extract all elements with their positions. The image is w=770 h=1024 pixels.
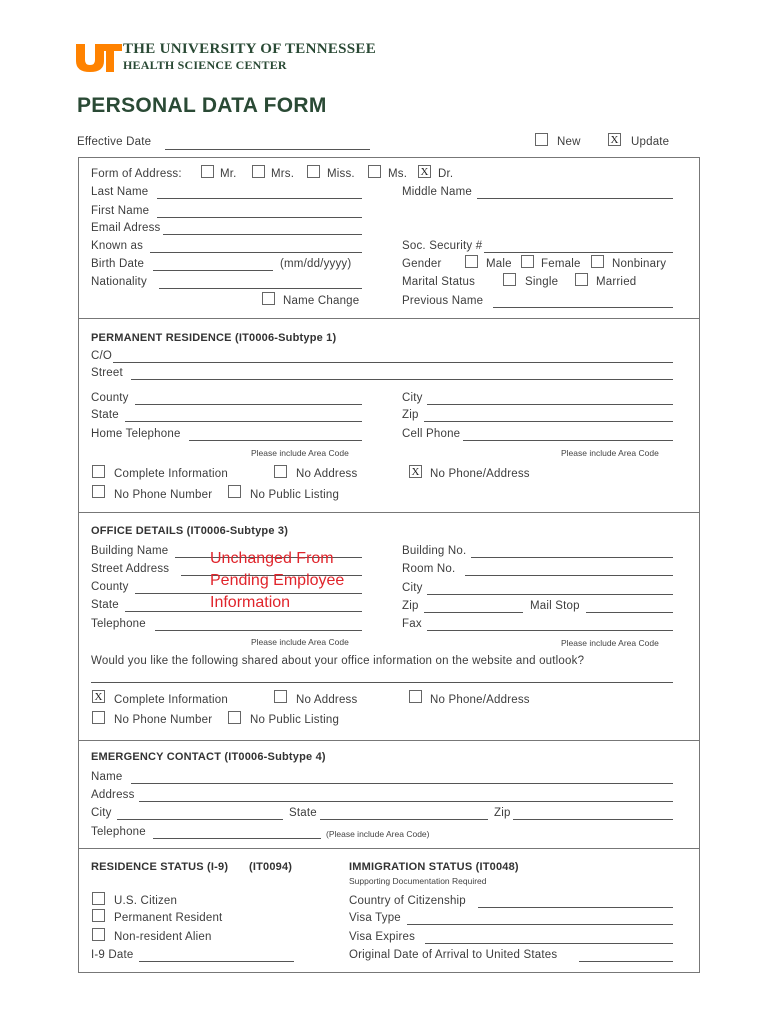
office-zip-field[interactable] bbox=[424, 612, 523, 613]
no-public-listing-checkbox[interactable] bbox=[228, 485, 241, 498]
unchanged-overlay bbox=[210, 548, 344, 614]
office-telephone-field[interactable] bbox=[155, 630, 362, 631]
office-no-public-listing-checkbox[interactable] bbox=[228, 711, 241, 724]
residence-status-code: (IT0094) bbox=[249, 861, 293, 873]
last-name-label: Last Name bbox=[91, 186, 149, 198]
overlay-line: Unchanged From bbox=[210, 550, 334, 567]
name-change-label: Name Change bbox=[283, 295, 360, 307]
emergency-telephone-field[interactable] bbox=[153, 838, 321, 839]
effective-date-label: Effective Date bbox=[77, 136, 152, 148]
page-title: PERSONAL DATA FORM bbox=[77, 94, 327, 117]
dr-label: Dr. bbox=[438, 168, 454, 180]
no-phone-number-checkbox[interactable] bbox=[92, 485, 105, 498]
first-name-field[interactable] bbox=[157, 217, 362, 218]
arrival-date-label: Original Date of Arrival to United States bbox=[349, 949, 558, 961]
building-no-field[interactable] bbox=[471, 557, 673, 558]
no-address-label: No Address bbox=[296, 468, 358, 480]
female-label: Female bbox=[541, 258, 581, 270]
permanent-resident-label: Permanent Resident bbox=[114, 912, 223, 924]
fax-field[interactable] bbox=[427, 630, 673, 631]
street-label: Street bbox=[91, 367, 123, 379]
male-label: Male bbox=[486, 258, 512, 270]
office-state-label: State bbox=[91, 599, 119, 611]
email-label: Email Adress bbox=[91, 222, 161, 234]
previous-name-field[interactable] bbox=[493, 307, 673, 308]
non-resident-alien-checkbox[interactable] bbox=[92, 928, 105, 941]
no-phone-address-checkbox[interactable]: X bbox=[409, 465, 422, 478]
known-as-field[interactable] bbox=[150, 252, 362, 253]
permanent-resident-checkbox[interactable] bbox=[92, 909, 105, 922]
first-name-label: First Name bbox=[91, 205, 150, 217]
ms-label: Ms. bbox=[388, 168, 408, 180]
share-question: Would you like the following shared about your office information on the website and outlook? bbox=[91, 655, 585, 667]
office-no-phone-address-label: No Phone/Address bbox=[430, 694, 530, 706]
emergency-state-label: State bbox=[289, 807, 317, 819]
office-no-address-checkbox[interactable] bbox=[274, 690, 287, 703]
ssn-label: Soc. Security # bbox=[402, 240, 483, 252]
state-field[interactable] bbox=[125, 421, 362, 422]
immigration-status-heading: IMMIGRATION STATUS (IT0048) bbox=[349, 861, 519, 873]
us-citizen-label: U.S. Citizen bbox=[114, 895, 178, 907]
ms-checkbox[interactable] bbox=[368, 165, 381, 178]
office-no-address-label: No Address bbox=[296, 694, 358, 706]
emergency-city-field[interactable] bbox=[117, 819, 283, 820]
gender-label: Gender bbox=[402, 258, 442, 270]
mail-stop-label: Mail Stop bbox=[530, 600, 580, 612]
zip-field[interactable] bbox=[424, 421, 673, 422]
emergency-name-label: Name bbox=[91, 771, 123, 783]
middle-name-field[interactable] bbox=[477, 198, 673, 199]
name-change-checkbox[interactable] bbox=[262, 292, 275, 305]
update-checkbox[interactable]: X bbox=[608, 133, 621, 146]
i9-date-field[interactable] bbox=[139, 961, 294, 962]
city-label: City bbox=[402, 392, 423, 404]
divider bbox=[78, 318, 700, 319]
overlay-line: Information bbox=[210, 594, 291, 611]
divider bbox=[78, 740, 700, 741]
area-code-note: (Please include Area Code) bbox=[326, 829, 430, 839]
mr-label: Mr. bbox=[220, 168, 237, 180]
office-city-label: City bbox=[402, 582, 423, 594]
emergency-state-field[interactable] bbox=[320, 819, 488, 820]
no-phone-number-label: No Phone Number bbox=[114, 489, 213, 501]
office-no-phone-address-checkbox[interactable] bbox=[409, 690, 422, 703]
mail-stop-field[interactable] bbox=[586, 612, 673, 613]
co-label: C/O bbox=[91, 350, 113, 362]
nationality-label: Nationality bbox=[91, 276, 147, 288]
county-field[interactable] bbox=[135, 404, 362, 405]
area-code-note: Please include Area Code bbox=[561, 448, 659, 458]
office-no-phone-number-checkbox[interactable] bbox=[92, 711, 105, 724]
last-name-field[interactable] bbox=[157, 198, 362, 199]
form-of-address-label: Form of Address: bbox=[91, 168, 182, 180]
new-label: New bbox=[557, 136, 581, 148]
divider bbox=[78, 512, 700, 513]
office-no-phone-number-label: No Phone Number bbox=[114, 714, 213, 726]
room-no-label: Room No. bbox=[402, 563, 456, 575]
non-resident-alien-label: Non-resident Alien bbox=[114, 931, 212, 943]
cell-phone-label: Cell Phone bbox=[402, 428, 461, 440]
share-answer-field[interactable] bbox=[91, 682, 673, 683]
visa-type-label: Visa Type bbox=[349, 912, 401, 924]
emergency-name-field[interactable] bbox=[131, 783, 673, 784]
email-field[interactable] bbox=[163, 234, 362, 235]
permanent-residence-heading: PERMANENT RESIDENCE (IT0006-Subtype 1) bbox=[91, 332, 337, 344]
complete-info-label: Complete Information bbox=[114, 468, 228, 480]
country-of-citizenship-label: Country of Citizenship bbox=[349, 895, 466, 907]
emergency-zip-label: Zip bbox=[494, 807, 511, 819]
middle-name-label: Middle Name bbox=[402, 186, 472, 198]
building-no-label: Building No. bbox=[402, 545, 467, 557]
divider bbox=[78, 848, 700, 849]
married-checkbox[interactable] bbox=[575, 273, 588, 286]
city-field[interactable] bbox=[427, 404, 673, 405]
dr-checkbox[interactable]: X bbox=[418, 165, 431, 178]
residence-status-heading: RESIDENCE STATUS (I-9) bbox=[91, 861, 229, 873]
emergency-zip-field[interactable] bbox=[513, 819, 673, 820]
home-telephone-label: Home Telephone bbox=[91, 428, 181, 440]
visa-type-field[interactable] bbox=[407, 924, 673, 925]
mrs-label: Mrs. bbox=[271, 168, 295, 180]
no-address-checkbox[interactable] bbox=[274, 465, 287, 478]
area-code-note: Please include Area Code bbox=[561, 638, 659, 648]
i9-date-label: I-9 Date bbox=[91, 949, 134, 961]
female-checkbox[interactable] bbox=[521, 255, 534, 268]
area-code-note: Please include Area Code bbox=[251, 637, 349, 647]
overlay-line: Pending Employee bbox=[210, 572, 345, 589]
zip-label: Zip bbox=[402, 409, 419, 421]
visa-expires-field[interactable] bbox=[425, 943, 673, 944]
room-no-field[interactable] bbox=[465, 575, 673, 576]
male-checkbox[interactable] bbox=[465, 255, 478, 268]
complete-info-checkbox[interactable] bbox=[92, 465, 105, 478]
single-label: Single bbox=[525, 276, 559, 288]
miss-label: Miss. bbox=[327, 168, 355, 180]
no-public-listing-label: No Public Listing bbox=[250, 489, 340, 501]
ssn-field[interactable] bbox=[484, 252, 673, 253]
emergency-telephone-label: Telephone bbox=[91, 826, 146, 838]
emergency-contact-heading: EMERGENCY CONTACT (IT0006-Subtype 4) bbox=[91, 751, 326, 763]
birth-date-label: Birth Date bbox=[91, 258, 145, 270]
no-phone-address-label: No Phone/Address bbox=[430, 468, 530, 480]
ut-logo-icon bbox=[76, 44, 122, 72]
us-citizen-checkbox[interactable] bbox=[92, 892, 105, 905]
office-complete-info-label: Complete Information bbox=[114, 694, 228, 706]
co-field[interactable] bbox=[113, 362, 673, 363]
office-complete-info-checkbox[interactable]: X bbox=[92, 690, 105, 703]
effective-date-field[interactable] bbox=[165, 149, 370, 150]
new-checkbox[interactable] bbox=[535, 133, 548, 146]
logo-line1: THE UNIVERSITY OF TENNESSEE bbox=[123, 41, 377, 57]
office-city-field[interactable] bbox=[427, 594, 673, 595]
immigration-status-sub: Supporting Documentation Required bbox=[349, 876, 487, 886]
office-county-label: County bbox=[91, 581, 129, 593]
country-of-citizenship-field[interactable] bbox=[478, 907, 673, 908]
nonbinary-label: Nonbinary bbox=[612, 258, 667, 270]
known-as-label: Known as bbox=[91, 240, 144, 252]
arrival-date-field[interactable] bbox=[579, 961, 673, 962]
mr-checkbox[interactable] bbox=[201, 165, 214, 178]
building-name-label: Building Name bbox=[91, 545, 169, 557]
office-details-heading: OFFICE DETAILS (IT0006-Subtype 3) bbox=[91, 525, 289, 537]
miss-checkbox[interactable] bbox=[307, 165, 320, 178]
date-format-hint: (mm/dd/yyyy) bbox=[280, 258, 352, 270]
home-telephone-field[interactable] bbox=[189, 440, 362, 441]
nonbinary-checkbox[interactable] bbox=[591, 255, 604, 268]
office-telephone-label: Telephone bbox=[91, 618, 146, 630]
emergency-address-field[interactable] bbox=[139, 801, 673, 802]
previous-name-label: Previous Name bbox=[402, 295, 484, 307]
county-label: County bbox=[91, 392, 129, 404]
state-label: State bbox=[91, 409, 119, 421]
single-checkbox[interactable] bbox=[503, 273, 516, 286]
visa-expires-label: Visa Expires bbox=[349, 931, 416, 943]
area-code-note: Please include Area Code bbox=[251, 448, 349, 458]
office-no-public-listing-label: No Public Listing bbox=[250, 714, 340, 726]
cell-phone-field[interactable] bbox=[463, 440, 673, 441]
birth-date-field[interactable] bbox=[153, 270, 273, 271]
emergency-city-label: City bbox=[91, 807, 112, 819]
office-zip-label: Zip bbox=[402, 600, 419, 612]
marital-status-label: Marital Status bbox=[402, 276, 476, 288]
nationality-field[interactable] bbox=[159, 288, 362, 289]
emergency-address-label: Address bbox=[91, 789, 135, 801]
street-address-label: Street Address bbox=[91, 563, 170, 575]
mrs-checkbox[interactable] bbox=[252, 165, 265, 178]
update-label: Update bbox=[631, 136, 670, 148]
married-label: Married bbox=[596, 276, 637, 288]
street-field[interactable] bbox=[131, 379, 673, 380]
logo-line2: HEALTH SCIENCE CENTER bbox=[123, 58, 287, 72]
fax-label: Fax bbox=[402, 618, 422, 630]
